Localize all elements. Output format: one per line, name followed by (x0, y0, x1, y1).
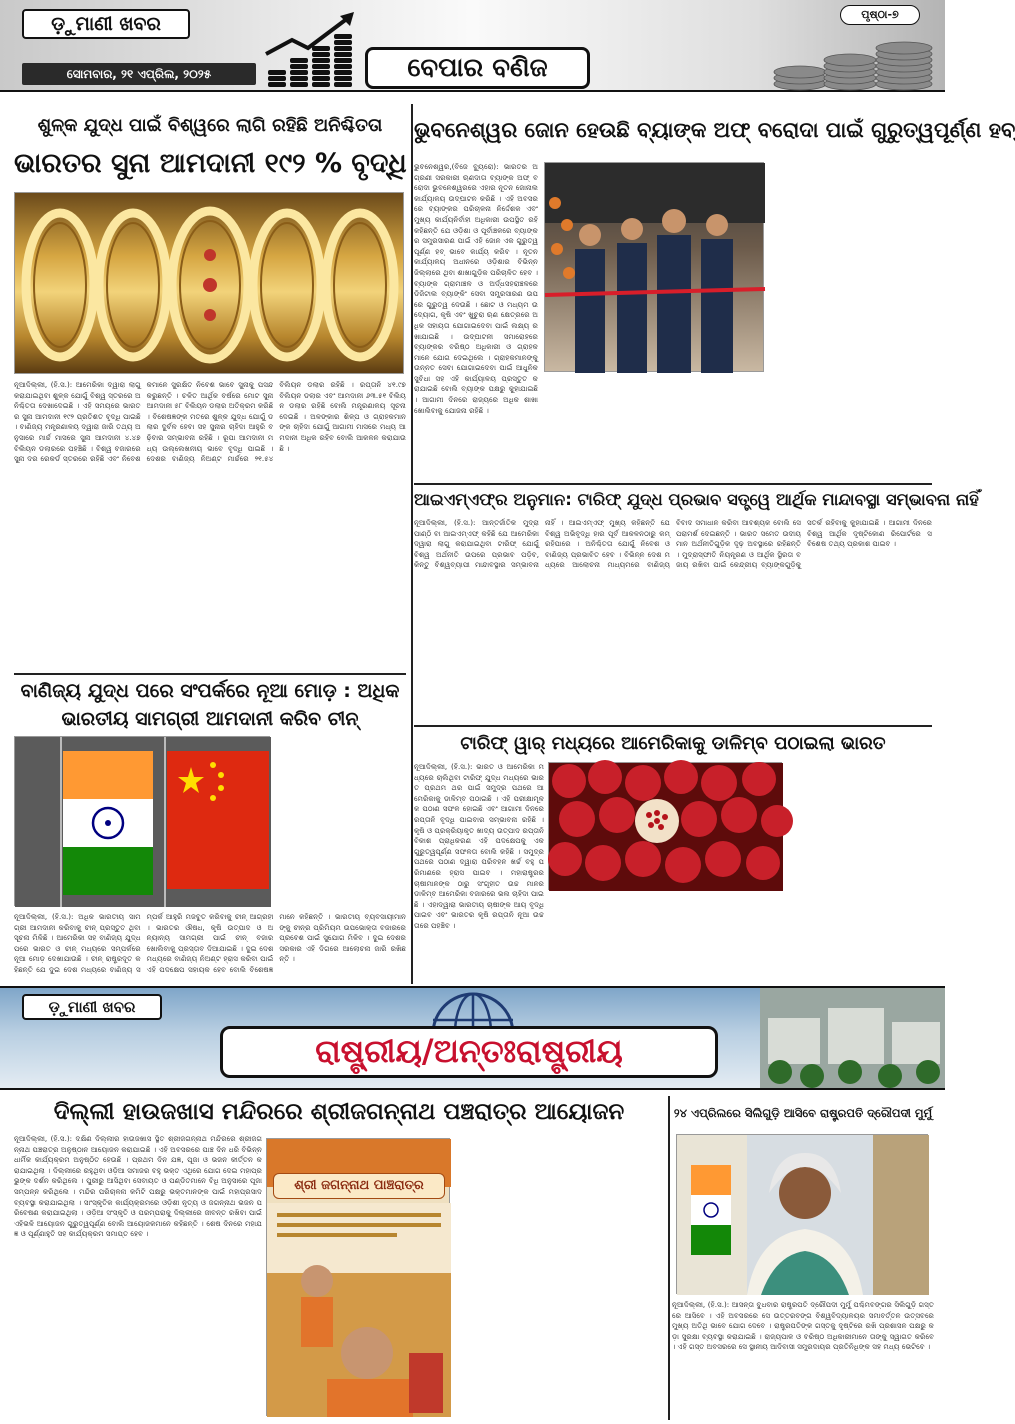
masthead (0, 0, 945, 92)
bob-body-right (770, 162, 932, 372)
gold-headline: ଭାରତର ସୁନା ଆମଦାନୀ ୧୯୨ % ବୃଦ୍ଧି (14, 148, 407, 179)
pomegranates-illustration (549, 763, 783, 891)
section-title: ବେପାର ବଣିଜ (407, 53, 548, 83)
ceremony-illustration (545, 163, 765, 373)
jagannath-headline: ଦିଲ୍ଲୀ ହାଉଜଖାସ ମନ୍ଦିରରେ ଶ୍ରୀଜଗନ୍ନାଥ ପଞ୍ଚରାତ୍ର ଆୟୋଜନ (53, 1099, 625, 1125)
national-banner (0, 986, 945, 1090)
pomegranate-headline: ଟାରିଫ୍ ୱାର୍ ମଧ୍ୟରେ ଆମେରିକାକୁ ଡାଳିମ୍ବ ପଠାଇଲା ଭାରତ (460, 733, 886, 754)
issue-date: ସୋମବାର, ୨୧ ଏପ୍ରିଲ, ୨୦୨୫ (66, 67, 212, 81)
gold-jewellery-photo (14, 192, 404, 374)
president-illustration (677, 1135, 929, 1295)
ribbon-cutting-photo (544, 162, 764, 372)
divider (414, 725, 932, 727)
bob-body-left: ଭୁବନେଶ୍ୱର,(ବିଜେ ବ୍ୟୁରୋ): ଭାରତର ଅଗ୍ରଣୀ ସରକାରୀ ଋଣଦାତା ବ୍ୟାଙ୍କ ଅଫ୍ ବରୋଦା ଭୁବନେଶ୍ୱରରେ ଏହାର ନୂତନ ଜୋନାଲ କାର୍ଯ୍ୟାଳୟ ଉଦ୍‌ଘାଟନ କରିଛି । ଏହି ଅବସରରେ ବ୍ୟାଙ୍କର ପରିଚାଳନା ନିର୍ଦ୍ଦେଶକ ଏବଂ ମୁଖ୍ୟ କାର୍ଯ୍ୟନିର୍ବାହୀ ଅଧିକାରୀ ଉପସ୍ଥିତ ରହି କହିଛନ୍ତି ଯେ ଓଡ଼ିଶା ଓ ପୂର୍ବାଞ୍ଚଳରେ ବ୍ୟାଙ୍କର ସମ୍ପ୍ରସାରଣ ପାଇଁ ଏହି ଜୋନ ଏକ ଗୁରୁତ୍ୱପୂର୍ଣ୍ଣ ହବ୍ ଭାବେ କାର୍ଯ୍ୟ କରିବ । ନୂତନ କାର୍ଯ୍ୟାଳୟ ଅଧୀନରେ ଓଡ଼ିଶାର ବିଭିନ୍ନ ଜିଲ୍ଲାରେ ଥିବା ଶାଖାଗୁଡ଼ିକ ପରିଚାଳିତ ହେବ । ବ୍ୟାଙ୍କ ଗ୍ରାମାଞ୍ଚଳ ଓ ଅର୍ଦ୍ଧସହରାଞ୍ଚଳରେ ଡିଜିଟାଲ ବ୍ୟାଙ୍କିଂ ସେବା ସମ୍ପ୍ରସାରଣ ଉପରେ ଗୁରୁତ୍ୱ ଦେଉଛି । ଛୋଟ ଓ ମଧ୍ୟମ ଉଦ୍ୟୋଗ, କୃଷି ଏବଂ ଖୁଚୁରା ଋଣ କ୍ଷେତ୍ରରେ ଅଧିକ ସହାୟତା ଯୋଗାଇଦେବା ପାଇଁ ଲକ୍ଷ୍ୟ ରଖାଯାଇଛି । ଉଦ୍‌ଘାଟନୀ ସମାରୋହରେ ବ୍ୟାଙ୍କର ବରିଷ୍ଠ ଅଧିକାରୀ ଓ ଗ୍ରାହକମାନେ ଯୋଗ ଦେଇଥିଲେ । ଗ୍ରାହକମାନଙ୍କୁ ଉନ୍ନତ ସେବା ଯୋଗାଇଦେବା ପାଇଁ ଆଧୁନିକ ସୁବିଧା ସହ ଏହି କାର୍ଯ୍ୟାଳୟ ପ୍ରସ୍ତୁତ କରାଯାଇଛି ବୋଲି ବ୍ୟାଙ୍କ ପକ୍ଷରୁ କୁହାଯାଇଛି । ଆଗାମୀ ଦିନରେ ରାଜ୍ୟରେ ଅଧିକ ଶାଖା ଖୋଲିବାକୁ ଯୋଜନା ରହିଛି । (414, 162, 538, 415)
imf-body: ନୂଆଦିଲ୍ଲୀ, (ହି.ସ.): ଆନ୍ତର୍ଜାତିକ ମୁଦ୍ରା ପାଣ୍ଠି ବା ଆଇଏମ୍‌ଏଫ୍ କହିଛି ଯେ ଆମେରିକା ଦ୍ୱାରା ଲାଗୁ କରାଯାଇଥିବା ଟାରିଫ୍ ଯୋଗୁଁ ବିଶ୍ୱ ଅର୍ଥନୀତି ଉପରେ ପ୍ରଭାବ ପଡ଼ିବ, କିନ୍ତୁ ବିଶ୍ୱବ୍ୟାପୀ ମାନ୍ଦାବସ୍ଥାର ସମ୍ଭାବନା ନାହିଁ । ଆଇଏମ୍‌ଏଫ୍ ମୁଖ୍ୟ କହିଛନ୍ତି ଯେ ବିଶ୍ୱ ଅଭିବୃଦ୍ଧି ହାର ପୂର୍ବ ଆକଳନଠାରୁ କମ୍ ରହିପାରେ । ଅନିଶ୍ଚିତତା ଯୋଗୁଁ ନିବେଶ ଓ ବାଣିଜ୍ୟ ପ୍ରଭାବିତ ହେବ । ବିଭିନ୍ନ ଦେଶ ମଧ୍ୟରେ ଆଲୋଚନା ମାଧ୍ୟମରେ ବାଣିଜ୍ୟ ବିବାଦ ସମାଧାନ କରିବା ଆବଶ୍ୟକ ବୋଲି ସେ ପରାମର୍ଶ ଦେଇଛନ୍ତି । ଭାରତ ସମେତ ଉଦୀୟମାନ ଅର୍ଥନୀତିଗୁଡ଼ିକ ଦୃଢ଼ ଅବସ୍ଥାରେ ରହିଛନ୍ତି । ମୁଦ୍ରାସ୍ଫୀତି ନିୟନ୍ତ୍ରଣ ଓ ଆର୍ଥିକ ସ୍ଥିରତା ବଜାୟ ରଖିବା ପାଇଁ କେନ୍ଦ୍ରୀୟ ବ୍ୟାଙ୍କଗୁଡ଼ିକୁ ସତର୍କ ରହିବାକୁ କୁହାଯାଇଛି । ଆଗାମୀ ଦିନରେ ବିଶ୍ୱ ଆର୍ଥିକ ଦୃଷ୍ଟିକୋଣ ରିପୋର୍ଟରେ ସବିଶେଷ ତଥ୍ୟ ପ୍ରକାଶ ପାଇବ । (414, 518, 932, 570)
china-body: ନୂଆଦିଲ୍ଲୀ, (ହି.ସ.): ଅଧିକ ଭାରତୀୟ ସାମଗ୍ରୀ ଆମଦାନୀ କରିବାକୁ ଚୀନ୍ ପ୍ରସ୍ତୁତ ଥିବା ସୂଚନା ମିଳିଛି । ଆମେରିକା ସହ ବାଣିଜ୍ୟ ଯୁଦ୍ଧ ପରେ ଭାରତ ଓ ଚୀନ୍ ମଧ୍ୟରେ ସମ୍ପର୍କରେ ନୂଆ ମୋଡ଼ ଦେଖାଯାଉଛି । ଚୀନ୍ ରାଷ୍ଟ୍ରଦୂତ କହିଛନ୍ତି ଯେ ଦୁଇ ଦେଶ ମଧ୍ୟରେ ବାଣିଜ୍ୟ ସମ୍ପର୍କ ଆହୁରି ମଜବୁତ କରିବାକୁ ଚୀନ୍ ଆଗ୍ରହୀ । ଭାରତର ଔଷଧ, କୃଷି ଉତ୍ପାଦ ଓ ଅନ୍ୟାନ୍ୟ ସାମଗ୍ରୀ ପାଇଁ ଚୀନ୍ ବଜାର ଖୋଲିବାକୁ ପ୍ରସ୍ତାବ ଦିଆଯାଇଛି । ଦୁଇ ଦେଶ ମଧ୍ୟରେ ବାଣିଜ୍ୟ ନିଅଣ୍ଟ ହ୍ରାସ କରିବା ପାଇଁ ଏହି ପଦକ୍ଷେପ ସହାୟକ ହେବ ବୋଲି ବିଶେଷଜ୍ଞମାନେ କହିଛନ୍ତି । ଭାରତୀୟ ବ୍ୟବସାୟୀମାନଙ୍କୁ ଚୀନ୍‌ର ପ୍ରିମିୟମ ଉପଭୋକ୍ତା ବଜାରରେ ପ୍ରବେଶ ପାଇଁ ସୁଯୋଗ ମିଳିବ । ଦୁଇ ଦେଶର ସରକାର ଏହି ଦିଗରେ ଆଲୋଚନା ଜାରି ରଖିଛନ୍ତି । (14, 912, 406, 974)
banner-paper-name-box (22, 994, 162, 1020)
national-title-box (220, 1026, 718, 1078)
national-title: ରାଷ୍ଟ୍ରୀୟ/ଅନ୍ତଃରାଷ୍ଟ୍ରୀୟ (315, 1032, 623, 1070)
bob-headline: ଭୁବନେଶ୍ୱର ଜୋନ ହେଉଛି ବ୍ୟାଙ୍କ ଅଫ୍ ବରୋଦା ପାଇଁ ଗୁରୁତ୍ୱପୂର୍ଣ୍ଣ ହବ୍ (414, 118, 1015, 142)
bob-body-bottom (414, 380, 932, 480)
poster-title: ଶ୍ରୀ ଜଗନ୍ନାଥ ପାଞ୍ଚରାତ୍ର (294, 1178, 424, 1193)
flags-illustration (15, 737, 271, 907)
page-number-tab (840, 5, 920, 25)
pomegranate-body-right (786, 762, 932, 890)
paper-name: ଡ଼ୁମାଣୀ ଖବର (51, 13, 161, 35)
city-skyline-illustration (760, 988, 945, 1088)
gold-kicker: ଶୁଳ୍କ ଯୁଦ୍ଧ ପାଇଁ ବିଶ୍ୱରେ ଲାଗି ରହିଛି ଅନିଶ୍ଚିତତା (37, 115, 383, 136)
section-title-box (365, 47, 590, 89)
date-bar (22, 63, 256, 85)
china-headline-1: ବାଣିଜ୍ୟ ଯୁଦ୍ଧ ପରେ ସଂପର୍କରେ ନୂଆ ମୋଡ଼ : ଅଧିକ (20, 680, 400, 702)
poster-title-box (273, 1173, 445, 1199)
gold-body: ନୂଆଦିଲ୍ଲୀ, (ହି.ସ.): ଆମେରିକା ଦ୍ୱାରା ଲାଗୁ କରାଯାଇଥିବା ଶୁଳ୍କ ଯୋଗୁଁ ବିଶ୍ୱ ସ୍ତରରେ ଅନିଶ୍ଚିତତା ଦେଖାଦେଇଛି । ଏହି ସମୟରେ ଭାରତର ସୁନା ଆମଦାନୀ ୧୯୨ ପ୍ରତିଶତ ବୃଦ୍ଧି ପାଇଛି । ବାଣିଜ୍ୟ ମନ୍ତ୍ରଣାଳୟ ଦ୍ୱାରା ଜାରି ତଥ୍ୟ ଅନୁସାରେ ମାର୍ଚ୍ଚ ମାସରେ ସୁନା ଆମଦାନୀ ୪.୪୭ ବିଲିୟନ ଡଲାରରେ ପହଞ୍ଚିଛି । ବିଶ୍ୱ ବଜାରରେ ସୁନା ଦର ରେକର୍ଡ ସ୍ତରରେ ରହିଛି ଏବଂ ନିବେଶକମାନେ ସୁରକ୍ଷିତ ନିବେଶ ଭାବେ ସୁନାକୁ ପସନ୍ଦ କରୁଛନ୍ତି । ଚଳିତ ଆର୍ଥିକ ବର୍ଷରେ ମୋଟ ସୁନା ଆମଦାନୀ ୫୮ ବିଲିୟନ ଡଲାର ଅତିକ୍ରମ କରିଛି । ବିଶେଷଜ୍ଞଙ୍କ ମତରେ ଶୁଳ୍କ ଯୁଦ୍ଧ ଯୋଗୁଁ ଡଲାର ଦୁର୍ବଳ ହେବା ସହ ସୁନାର ଚାହିଦା ଆହୁରି ବଢ଼ିବାର ସମ୍ଭାବନା ରହିଛି । ରୂପା ଆମଦାନୀ ମଧ୍ୟ ଉଲ୍ଲେଖନୀୟ ଭାବେ ବୃଦ୍ଧି ପାଇଛି । ଦେଶର ବାଣିଜ୍ୟ ନିଅଣ୍ଟ ମାର୍ଚ୍ଚରେ ୨୧.୫୪ ବିଲିୟନ ଡଲାର ରହିଛି । ରପ୍ତାନି ୪୧.୯୭ ବିଲିୟନ ଡଲାର ଏବଂ ଆମଦାନୀ ୬୩.୫୧ ବିଲିୟନ ଡଲାର ରହିଛି ବୋଲି ମନ୍ତ୍ରଣାଳୟ ସୂଚନା ଦେଇଛି । ଅଳଙ୍କାର ଶିଳ୍ପ ଓ ଗ୍ରାହକମାନଙ୍କ ଚାହିଦା ଯୋଗୁଁ ଆଗାମୀ ମାସରେ ମଧ୍ୟ ଆମଦାନୀ ଅଧିକ ରହିବ ବୋଲି ଆକଳନ କରାଯାଉଛି । (14, 380, 406, 464)
president-photo (676, 1134, 928, 1294)
bangles-illustration (15, 193, 405, 375)
jagannath-body-left: ନୂଆଦିଲ୍ଲୀ, (ହି.ସ.): ଦକ୍ଷିଣ ଦିଲ୍ଲୀର ହାଉଜଖାସ ସ୍ଥିତ ଶ୍ରୀଜଗନ୍ନାଥ ମନ୍ଦିରରେ ଶ୍ରୀଜଗନ୍ନାଥ ପଞ୍ଚରାତ୍ର ଅନୁଷ୍ଠାନ ଆୟୋଜନ କରାଯାଇଛି । ଏହି ଅବସରରେ ପାଞ୍ଚ ଦିନ ଧରି ବିଭିନ୍ନ ଧାର୍ମିକ କାର୍ଯ୍ୟକ୍ରମ ଅନୁଷ୍ଠିତ ହେଉଛି । ପ୍ରଥମ ଦିନ ଯଜ୍ଞ, ପୂଜା ଓ ଭଜନ କୀର୍ତ୍ତନ କରାଯାଇଥିଲା । ଦିଲ୍ଲୀରେ ରହୁଥିବା ଓଡ଼ିଆ ସମାଜର ବହୁ ଭକ୍ତ ଏଥିରେ ଯୋଗ ଦେଇ ମହାପ୍ରଭୁଙ୍କ ଦର୍ଶନ କରିଥିଲେ । ପୁରୀରୁ ଆସିଥିବା ସେବାୟତ ଓ ପଣ୍ଡିତମାନେ ବିଧି ଅନୁସାରେ ପୂଜା ସମ୍ପନ୍ନ କରିଥିଲେ । ମନ୍ଦିର ପରିଚାଳନା କମିଟି ପକ୍ଷରୁ ଭକ୍ତମାନଙ୍କ ପାଇଁ ମହାପ୍ରସାଦ ବ୍ୟବସ୍ଥା କରାଯାଇଥିଲା । ସାଂସ୍କୃତିକ କାର୍ଯ୍ୟକ୍ରମରେ ଓଡ଼ିଶୀ ନୃତ୍ୟ ଓ ଜଗନ୍ନାଥ ଭଜନ ପରିବେଷଣ କରାଯାଇଥିଲା । ଓଡ଼ିଆ ସଂସ୍କୃତି ଓ ପରମ୍ପରାକୁ ଦିଲ୍ଲୀରେ ଜୀବନ୍ତ ରଖିବା ପାଇଁ ଏହିଭଳି ଆୟୋଜନ ଗୁରୁତ୍ୱପୂର୍ଣ୍ଣ ବୋଲି ଆୟୋଜକମାନେ କହିଛନ୍ତି । ଶେଷ ଦିନରେ ମହାଯଜ୍ଞ ଓ ପୂର୍ଣ୍ଣାହୁତି ସହ କାର୍ଯ୍ୟକ୍ରମ ସମାପ୍ତ ହେବ । (14, 1134, 262, 1239)
growth-coins-icon (262, 10, 372, 88)
china-headline-2: ଭାରତୀୟ ସାମଗ୍ରୀ ଆମଦାନୀ କରିବ ଚୀନ୍ (61, 708, 359, 730)
banner-paper-name: ଡ଼ୁମାଣୀ ଖବର (48, 998, 136, 1016)
page-number: ପୃଷ୍ଠା-୭ (861, 8, 899, 21)
imf-headline: ଆଇଏମ୍‌ଏଫ୍‌ର ଅନୁମାନ: ଟାରିଫ୍ ଯୁଦ୍ଧ ପ୍ରଭାବ ସତ୍ତ୍ୱେ ଆର୍ଥିକ ମାନ୍ଦାବସ୍ଥା ସମ୍ଭାବନା ନାହିଁ (414, 490, 979, 509)
coin-stack-icon (770, 28, 940, 90)
divider (14, 673, 406, 675)
pomegranate-body-bottom (414, 892, 932, 984)
pomegranate-body-left: ନୂଆଦିଲ୍ଲୀ, (ହି.ସ.): ଭାରତ ଓ ଆମେରିକା ମଧ୍ୟରେ ଚାଲିଥିବା ଟାରିଫ୍ ଯୁଦ୍ଧ ମଧ୍ୟରେ ଭାରତ ପ୍ରଥମ ଥର ପାଇଁ ସମୁଦ୍ର ପଥରେ ଆମେରିକାକୁ ଡାଳିମ୍ବ ପଠାଇଛି । ଏହି ପରୀକ୍ଷାମୂଳକ ପଠାଣ ସଫଳ ହୋଇଛି ଏବଂ ଆଗାମୀ ଦିନରେ ରପ୍ତାନି ବୃଦ୍ଧି ପାଇବାର ସମ୍ଭାବନା ରହିଛି । କୃଷି ଓ ପ୍ରକ୍ରିୟାକୃତ ଖାଦ୍ୟ ଉତ୍ପାଦ ରପ୍ତାନି ବିକାଶ ପ୍ରାଧିକରଣ ଏହି ପଦକ୍ଷେପକୁ ଏକ ଗୁରୁତ୍ୱପୂର୍ଣ୍ଣ ସଫଳତା ବୋଲି କହିଛି । ସମୁଦ୍ର ପଥରେ ପଠାଣ ଦ୍ୱାରା ପରିବହନ ଖର୍ଚ୍ଚ ବହୁ ପରିମାଣରେ ହ୍ରାସ ପାଇବ । ମହାରାଷ୍ଟ୍ରର ଚାଷୀମାନଙ୍କ ଠାରୁ ସଂଗୃହୀତ ଉଚ୍ଚ ମାନର ଡାଳିମ୍ବ ଆମେରିକା ବଜାରରେ ଭଲ ଚାହିଦା ପାଇଛି । ଏହାଦ୍ୱାରା ଭାରତୀୟ ଚାଷୀଙ୍କ ଆୟ ବୃଦ୍ଧି ପାଇବ ଏବଂ ଭାରତର କୃଷି ରପ୍ତାନି ନୂଆ ଉଚ୍ଚତାରେ ପହଞ୍ଚିବ । (414, 762, 544, 930)
president-headline: ୨୪ ଏପ୍ରିଲରେ ସିଲିଗୁଡ଼ି ଆସିବେ ରାଷ୍ଟ୍ରପତି ଦ୍ରୌପଦୀ ମୁର୍ମୁ (673, 1106, 933, 1120)
president-body: ନୂଆଦିଲ୍ଲୀ, (ହି.ସ.): ଆସନ୍ତା ବୁଧବାର ରାଷ୍ଟ୍ରପତି ଦ୍ରୌପଦୀ ମୁର୍ମୁ ପଶ୍ଚିମବଙ୍ଗର ସିଲିଗୁଡ଼ି ଗସ୍ତରେ ଆସିବେ । ଏହି ଅବସରରେ ସେ ଉତ୍ତରବଙ୍ଗ ବିଶ୍ୱବିଦ୍ୟାଳୟର ସମାବର୍ତ୍ତନ ଉତ୍ସବରେ ମୁଖ୍ୟ ଅତିଥି ଭାବେ ଯୋଗ ଦେବେ । ରାଷ୍ଟ୍ରପତିଙ୍କ ଗସ୍ତକୁ ଦୃଷ୍ଟିରେ ରଖି ପ୍ରଶାସନ ପକ୍ଷରୁ କଡ଼ା ସୁରକ୍ଷା ବ୍ୟବସ୍ଥା କରାଯାଇଛି । ରାଜ୍ୟପାଳ ଓ ବରିଷ୍ଠ ଅଧିକାରୀମାନେ ତାଙ୍କୁ ସ୍ୱାଗତ କରିବେ । ଏହି ଗସ୍ତ ଅବସରରେ ସେ ସ୍ଥାନୀୟ ଆଦିବାସୀ ସମ୍ପ୍ରଦାୟର ପ୍ରତିନିଧିଙ୍କ ସହ ମଧ୍ୟ ଭେଟିବେ । (672, 1300, 934, 1352)
pomegranate-photo (548, 762, 782, 890)
paper-name-logo (22, 9, 190, 39)
divider (414, 483, 932, 485)
china-body-side (276, 736, 406, 908)
india-china-flags-photo (14, 736, 270, 906)
jagannath-body-right (456, 1134, 666, 1420)
jagannath-poster-photo (266, 1138, 450, 1416)
column-divider (411, 104, 413, 984)
priest-illustration (267, 1203, 451, 1417)
column-divider (668, 1096, 670, 1420)
